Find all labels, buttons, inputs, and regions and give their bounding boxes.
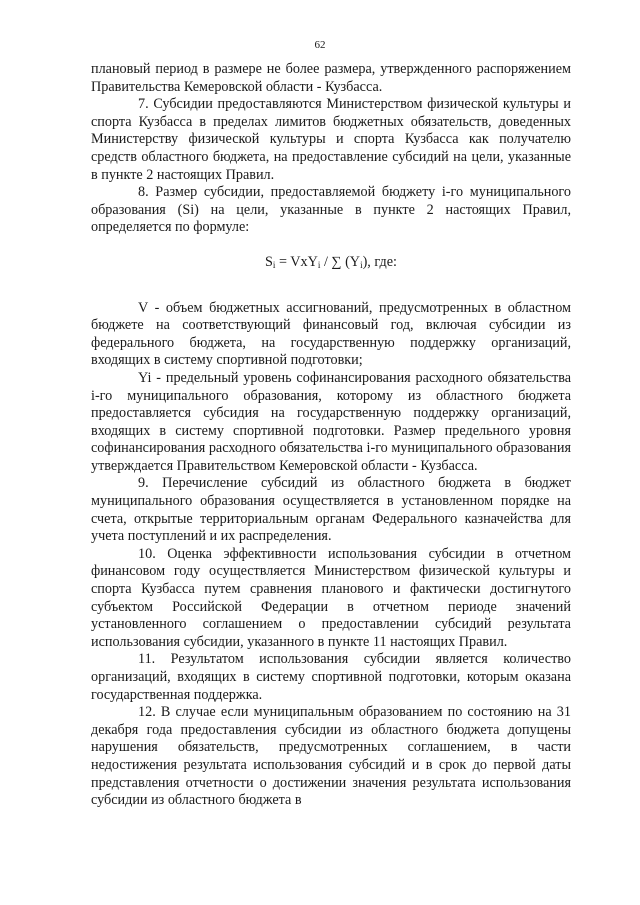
- formula: [91, 254, 571, 275]
- paragraph-10: 10. Оценка эффективности использования субсидии в отчетном финансовом году осуществляется Министерством физической культуры и спорта Кузбасса путем сравнения планового и фактически достигнутого субъектом Российской Федерации в отчетном периоде значений установленного соглашением о предоставлении субсидий результата использования субсидии, указанного в пункте 11 настоящих Правил.: [91, 545, 571, 650]
- paragraph-8: 8. Размер субсидии, предоставляемой бюджету i-го муниципального образования (Si) на цели, указанные в пункте 2 настоящих Правил, определяется по формуле:: [91, 184, 571, 236]
- formula-product: = VxY: [275, 253, 318, 270]
- formula-sum: / ∑ (Y: [320, 253, 361, 270]
- paragraph-7: 7. Субсидии предоставляются Министерством физической культуры и спорта Кузбасса в пределах лимитов бюджетных обязательств, доведенных Министерству физической культуры и спорта Кузбасса как получателю средств областного бюджета, на предоставление субсидий на цели, указанные в пункте 2 настоящих Правил.: [91, 96, 571, 183]
- formula-y-subscript: i: [317, 259, 321, 270]
- definition-v: V - объем бюджетных ассигнований, предусмотренных в областном бюджете на соответствующий финансовый год, включая субсидии из федерального бюджета, на государственную поддержку организаций, входящих в систему спортивной подготовки;: [91, 299, 571, 369]
- formula-tail: ), где:: [362, 253, 397, 270]
- definition-yi: Yi - предельный уровень софинансирования расходного обязательства i-го муниципального образования, которому из областного бюджета предоставляется субсидия на государственную поддержку организаций, входящих в систему спортивной подготовки. Размер предельного уровня софинансирования расходного обязательства i-го муниципального образования утверждается Правительством Кемеровской области - Кузбасса.: [91, 369, 571, 474]
- formula-lhs-subscript: i: [272, 259, 276, 270]
- paragraph-9: 9. Перечисление субсидий из областного бюджета в бюджет муниципального образования осуществляется в установленном порядке на счета, открытые территориальным органам Федерального казначейства для учета поступлений и их распределения.: [91, 475, 571, 545]
- paragraph-11: 11. Результатом использования субсидии является количество организаций, входящих в систему спортивной подготовки, которым оказана государственная поддержка.: [91, 651, 571, 703]
- paragraph-continuation: плановый период в размере не более размера, утвержденного распоряжением Правительства Кемеровской области - Кузбасса.: [91, 61, 571, 95]
- document-body: [91, 61, 571, 810]
- page-number: 62: [314, 39, 326, 51]
- paragraph-12: 12. В случае если муниципальным образованием по состоянию на 31 декабря года предоставления субсидии из областного бюджета допущены нарушения обязательств, предусмотренных соглашением, в части недостижения результата использования субсидий и в срок до первой даты представления отчетности о достижении значения результата использования субсидии из областного бюджета в: [91, 704, 571, 809]
- formula-lhs: S: [265, 253, 273, 270]
- formula-sum-subscript: i: [360, 259, 363, 270]
